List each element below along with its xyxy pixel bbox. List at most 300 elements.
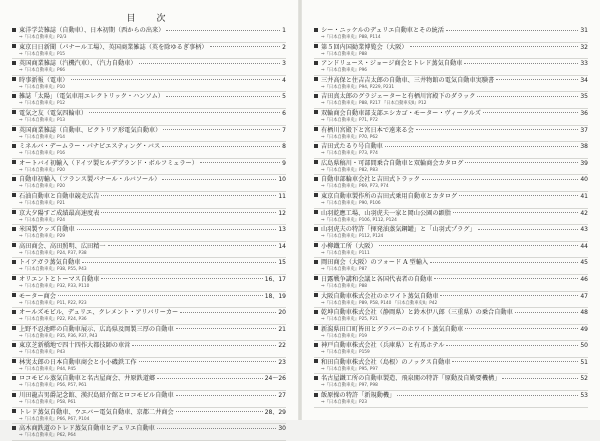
toc-entry-reference: ⇒『日本自動車史』P11, P22, P23 xyxy=(19,300,87,306)
square-bullet-icon xyxy=(314,243,318,247)
square-bullet-icon xyxy=(314,310,318,314)
toc-entry-row xyxy=(314,341,588,350)
toc-entry[interactable] xyxy=(12,192,286,209)
toc-entry-label: 自動車部輪車会社と吉田式トラック xyxy=(321,176,420,184)
toc-entry-row xyxy=(12,109,286,118)
dot-leader xyxy=(446,345,578,346)
toc-entry-reference: ⇒『日本自動車史』P90, P106 xyxy=(321,200,381,206)
toc-entry-label: 双輪商会自動車部支部エシカゴ・モーター・ヴィークルズ xyxy=(321,109,481,117)
toc-entry-page: 1 xyxy=(282,27,286,34)
dot-leader xyxy=(166,30,280,31)
toc-entry[interactable] xyxy=(12,43,286,60)
toc-entry-page: 10 xyxy=(278,176,286,184)
toc-entry-reference: ⇒『日本自動車史』P35, P36, P37, P43 xyxy=(19,333,98,339)
toc-entry-label: 林実太郎の日本自動車商会と小小磯鉄工作 xyxy=(19,358,137,366)
toc-entry-label: トイアガラ蒸気自動車 xyxy=(19,259,81,267)
toc-entry-row xyxy=(12,175,286,184)
toc-entry-label: 東京自動車製作所の吉田式乗用自動車とカタログ xyxy=(321,192,458,200)
square-bullet-icon xyxy=(12,310,16,314)
dot-leader xyxy=(101,278,262,279)
toc-entry-page: 16、17 xyxy=(264,275,286,283)
toc-entry[interactable] xyxy=(314,26,588,43)
toc-entry-page: 38 xyxy=(580,143,588,151)
dot-leader xyxy=(71,79,281,80)
toc-entry[interactable] xyxy=(12,59,286,76)
toc-entry[interactable] xyxy=(314,209,588,226)
toc-entry-row xyxy=(314,175,588,184)
square-bullet-icon xyxy=(12,77,16,81)
toc-entry-row xyxy=(12,242,286,251)
toc-entry-label: 雑誌「太陽」（電気車用エレクトリック・ハンソム） xyxy=(19,93,164,101)
toc-entry[interactable] xyxy=(12,76,286,93)
toc-entry[interactable] xyxy=(314,192,588,209)
toc-entry-reference: ⇒『日本自動車史』P13 xyxy=(19,117,66,123)
toc-entry-reference: ⇒『日本自動車史』P2/3 xyxy=(19,35,67,40)
toc-entry-reference: ⇒『日本自動車史』P29 xyxy=(19,234,66,240)
toc-entry-row xyxy=(12,126,286,135)
toc-entry-reference: ⇒『日本自動車史』P94, P229, P231 xyxy=(321,84,395,90)
toc-entry-label: 小柳鐡工所（大阪） xyxy=(321,242,377,250)
toc-entry-label: シー・ニッケルのデュリエ自動車とその統活 xyxy=(321,27,444,34)
dot-leader xyxy=(430,262,578,263)
toc-entry-row xyxy=(314,142,588,151)
square-bullet-icon xyxy=(314,160,318,164)
dot-leader xyxy=(385,146,578,147)
square-bullet-icon xyxy=(314,28,318,32)
dot-leader xyxy=(478,229,579,230)
square-bullet-icon xyxy=(12,94,16,98)
toc-entry-label: 吉田式たるり号自動車 xyxy=(321,143,383,151)
toc-entry[interactable] xyxy=(314,109,588,126)
toc-entry-label: 有栖川宮殿下と宮日本で遠来る会 xyxy=(321,126,414,134)
toc-entry-reference: ⇒『日本自動車史』P88, P217 『日本自動車史Ⅱ』P12 xyxy=(321,101,427,107)
square-bullet-icon xyxy=(12,28,16,32)
toc-entry-row xyxy=(12,192,286,201)
toc-entry-label: 時事新報（電車） xyxy=(19,76,69,84)
square-bullet-icon xyxy=(314,393,318,397)
dot-leader xyxy=(77,229,277,230)
toc-entry-label: 山羽乾應工場、山羽虎夫一家と岡山公園の顕脂 xyxy=(321,209,451,217)
toc-entry[interactable] xyxy=(314,142,588,159)
dot-leader xyxy=(496,79,578,80)
toc-entry[interactable] xyxy=(314,275,588,292)
toc-entry-reference: ⇒『日本自動車史』P69, P73, P74 xyxy=(321,184,389,190)
toc-entry-page: 3 xyxy=(282,60,286,68)
dot-leader xyxy=(89,112,280,113)
toc-entry-page: 43 xyxy=(580,226,588,234)
toc-entry[interactable] xyxy=(314,92,588,109)
square-bullet-icon xyxy=(12,44,16,48)
square-bullet-icon xyxy=(12,110,16,114)
toc-entry-reference: ⇒『日本自動車史』P89, P58, P140 『日本自動車史Ⅱ』P42 xyxy=(321,300,438,306)
toc-entry-reference: ⇒『日本自動車史』P73, P74 xyxy=(321,151,378,157)
toc-entry-label: 上野不忍池畔の自動車展示、広島県及岡製三厚の自動車 xyxy=(19,325,174,333)
square-bullet-icon xyxy=(314,343,318,347)
toc-entry-row xyxy=(12,225,286,234)
square-bullet-icon xyxy=(314,376,318,380)
toc-entry-reference: ⇒『日本自動車史』P56, P57, P61 xyxy=(19,383,87,389)
toc-entry-label: オートバイ初輸入（ドイツ製ヒルデブランド・ボルフミュラー） xyxy=(19,159,198,167)
square-bullet-icon xyxy=(12,293,16,297)
dot-leader xyxy=(162,179,276,180)
dot-leader xyxy=(101,212,276,213)
toc-entry-label: 大阪自動車株式会社のホワイト蒸気自動車 xyxy=(321,292,439,300)
toc-entry-row xyxy=(314,26,588,35)
dot-leader xyxy=(416,129,579,130)
toc-entry-label: 電気之友（電気四輪車） xyxy=(19,109,88,117)
square-bullet-icon xyxy=(314,260,318,264)
toc-entry-reference: ⇒『日本自動車史』P25, P21 xyxy=(321,317,378,323)
toc-entry[interactable] xyxy=(12,374,286,391)
square-bullet-icon xyxy=(12,260,16,264)
toc-entry-reference: ⇒『日本自動車史』P22, P24, P36 xyxy=(19,317,87,323)
square-bullet-icon xyxy=(314,61,318,65)
toc-entry-label: 東洋学芸雑誌（自動車）、日本初期（西からの出来） xyxy=(19,27,165,34)
dot-leader xyxy=(434,278,578,279)
toc-entry-reference: ⇒『日本自動車史』P62, P64 xyxy=(19,433,76,439)
toc-entry-reference: ⇒『日本自動車史』P15 xyxy=(19,51,66,57)
toc-entry-row xyxy=(314,192,588,201)
toc-entry-reference: ⇒『日本自動車史』P20 xyxy=(19,184,66,190)
toc-entry-label: アンドリュース・ジョージ商会とトレド蒸気自動車 xyxy=(321,60,463,68)
toc-entry[interactable] xyxy=(314,258,588,275)
toc-entry-label: 石油自動車と自動車競走広告 xyxy=(19,192,100,200)
square-bullet-icon xyxy=(314,110,318,114)
toc-entry-label: 京大夕陽すご成績最高速度表 xyxy=(19,209,100,217)
toc-entry-page: 11 xyxy=(278,192,286,200)
toc-entry[interactable] xyxy=(314,126,588,143)
toc-entry-row xyxy=(314,391,588,400)
toc-entry-page: 24〜26 xyxy=(264,375,286,383)
toc-entry-page: 15 xyxy=(278,259,286,267)
toc-entry[interactable] xyxy=(12,275,286,292)
toc-entry-reference: ⇒『日本自動車史』P58, P61 xyxy=(19,400,76,406)
square-bullet-icon xyxy=(12,343,16,347)
toc-entry[interactable] xyxy=(12,126,286,143)
toc-entry-page: 52 xyxy=(580,375,588,383)
dot-leader xyxy=(452,361,578,362)
square-bullet-icon xyxy=(12,409,16,413)
toc-entry-label: 高田商会、高田照明、広田精一 xyxy=(19,242,106,250)
toc-entry-label: モーター商会 xyxy=(19,292,56,300)
toc-entry[interactable] xyxy=(314,225,588,242)
toc-entry[interactable] xyxy=(12,258,286,275)
dot-leader xyxy=(459,195,578,196)
toc-entry[interactable] xyxy=(12,408,286,425)
toc-entry-reference: ⇒『日本自動車史』P38, P55, P43 xyxy=(19,267,87,273)
toc-entry-page: 49 xyxy=(580,325,588,333)
toc-entry-reference: ⇒『日本自動車史』P112, P124 xyxy=(321,234,384,240)
square-bullet-icon xyxy=(12,127,16,131)
toc-entry-label: 自動車初輸入（フランス製パナール・ルバソール） xyxy=(19,176,161,184)
toc-entry-page: 7 xyxy=(282,126,286,134)
dot-leader xyxy=(82,262,276,263)
toc-entry[interactable] xyxy=(314,76,588,93)
toc-entry-reference: ⇒『日本自動車史』P88 xyxy=(321,283,368,289)
page-title: 目 次 xyxy=(126,14,172,24)
dot-leader xyxy=(515,312,579,313)
toc-entry-page: 31 xyxy=(580,27,588,34)
toc-entry[interactable] xyxy=(12,424,286,441)
toc-entry-reference: ⇒『日本自動車史』P111 xyxy=(321,250,370,256)
toc-entry-page: 2 xyxy=(282,43,286,51)
toc-entry-page: 51 xyxy=(580,358,588,366)
dot-leader xyxy=(483,112,578,113)
square-bullet-icon xyxy=(314,44,318,48)
toc-entry-page: 23 xyxy=(278,358,286,366)
dot-leader xyxy=(180,312,276,313)
toc-entry-page: 39 xyxy=(580,159,588,167)
toc-entry-reference: ⇒『日本自動車史』P87 xyxy=(321,267,368,273)
toc-list-left xyxy=(12,26,286,441)
toc-entry-row xyxy=(12,358,286,367)
square-bullet-icon xyxy=(314,94,318,98)
toc-entry-reference: ⇒『日本自動車史』P19 xyxy=(321,333,368,339)
toc-entry-reference: ⇒『日本自動車史』P44, P45 xyxy=(19,366,76,372)
toc-entry-row xyxy=(12,275,286,284)
dot-leader xyxy=(397,395,578,396)
square-bullet-icon xyxy=(314,210,318,214)
square-bullet-icon xyxy=(12,61,16,65)
toc-entry-label: 和田自動車株式会社（島根）のノックス自動車 xyxy=(321,358,451,366)
square-bullet-icon xyxy=(314,144,318,148)
square-bullet-icon xyxy=(12,376,16,380)
toc-entry[interactable] xyxy=(314,358,588,375)
toc-entry-row xyxy=(314,126,588,135)
toc-entry[interactable] xyxy=(314,175,588,192)
toc-entry-label: 新潟県田口町皆田とグラバーのホワイト蒸気自動車 xyxy=(321,325,464,333)
toc-entry[interactable] xyxy=(12,325,286,342)
square-bullet-icon xyxy=(314,177,318,181)
toc-entry-row xyxy=(314,43,588,52)
toc-entry-page: 45 xyxy=(580,259,588,267)
square-bullet-icon xyxy=(314,293,318,297)
dot-leader xyxy=(162,146,280,147)
toc-entry-page: 40 xyxy=(580,176,588,184)
dot-leader xyxy=(465,328,578,329)
square-bullet-icon xyxy=(12,426,16,430)
toc-entry-row xyxy=(12,258,286,267)
toc-entry-reference: ⇒『日本自動車史』P88, P114 xyxy=(321,35,381,40)
toc-entry-row xyxy=(12,142,286,151)
toc-entry-page: 32 xyxy=(580,43,588,51)
dot-leader xyxy=(139,63,281,64)
dot-leader xyxy=(502,378,578,379)
dot-leader xyxy=(422,179,578,180)
toc-entry-page: 48 xyxy=(580,309,588,317)
dot-leader xyxy=(440,295,578,296)
toc-entry[interactable] xyxy=(314,325,588,342)
toc-entry-reference: ⇒『日本自動車史』P20 xyxy=(19,167,66,173)
toc-entry[interactable] xyxy=(314,374,588,391)
square-bullet-icon xyxy=(314,77,318,81)
toc-entry-label: ロコモビル蒸気自動車と名古屋商会、井原鉄道郷 xyxy=(19,375,156,383)
toc-entry-row xyxy=(314,159,588,168)
toc-entry-label: ミネルバ・デームラー・パナビエスティング・バス xyxy=(19,143,161,151)
toc-entry-reference: ⇒『日本自動車史』P106, P112, P124 xyxy=(321,217,397,223)
toc-entry-reference: ⇒『日本自動車史』P95, P97 xyxy=(321,366,378,372)
toc-entry-reference: ⇒『日本自動車史』P23 xyxy=(321,400,368,406)
toc-entry-page: 50 xyxy=(580,342,588,350)
toc-entry-row xyxy=(12,424,286,433)
toc-entry[interactable] xyxy=(314,242,588,259)
toc-entry-reference: ⇒『日本自動車史』P88 xyxy=(321,51,368,57)
toc-entry[interactable] xyxy=(12,391,286,408)
dot-leader xyxy=(410,46,579,47)
toc-entry-page: 4 xyxy=(282,76,286,84)
toc-entry-row xyxy=(314,292,588,301)
toc-entry-page: 53 xyxy=(580,392,588,400)
toc-entry-page: 8 xyxy=(282,143,286,151)
toc-entry-row xyxy=(314,325,588,334)
toc-entry-row xyxy=(12,341,286,350)
toc-entry-page: 6 xyxy=(282,109,286,117)
toc-entry-page: 46 xyxy=(580,275,588,283)
toc-entry-row xyxy=(12,59,286,68)
toc-entry[interactable] xyxy=(12,159,286,176)
toc-entry[interactable] xyxy=(12,308,286,325)
toc-entry-reference: ⇒『日本自動車史』P10 xyxy=(19,84,66,90)
square-bullet-icon xyxy=(314,359,318,363)
toc-entry[interactable] xyxy=(12,341,286,358)
toc-entry-row xyxy=(12,325,286,334)
toc-list-right xyxy=(314,26,588,408)
square-bullet-icon xyxy=(12,276,16,280)
toc-entry-row xyxy=(314,308,588,317)
toc-entry-label: オールズモビル、デュリエ、クレメント・アリバリーカー xyxy=(19,309,179,317)
dot-leader xyxy=(176,328,277,329)
toc-entry-label: 高木商鉄道のトレド蒸気自動車とデュリエ自動車 xyxy=(19,425,155,433)
toc-entry[interactable] xyxy=(314,341,588,358)
toc-entry-page: 18、19 xyxy=(264,292,286,300)
dot-leader xyxy=(465,162,578,163)
toc-entry[interactable] xyxy=(314,159,588,176)
toc-entry-page: 44 xyxy=(580,242,588,250)
dot-leader xyxy=(166,96,280,97)
toc-entry[interactable] xyxy=(314,391,588,408)
left-page xyxy=(0,0,298,439)
toc-entry[interactable] xyxy=(12,109,286,126)
toc-entry-reference: ⇒『日本自動車史』P70, P62 xyxy=(321,134,378,140)
toc-entry-page: 35 xyxy=(580,93,588,101)
toc-entry-reference: ⇒『日本自動車史』P14 xyxy=(19,134,66,140)
toc-entry-reference: ⇒『日本自動車史』P97, P98 xyxy=(321,383,378,389)
toc-entry-row xyxy=(12,209,286,218)
toc-entry-label: 英国商業雑誌（汽機汽車）、（汽力自動車） xyxy=(19,60,137,68)
square-bullet-icon xyxy=(12,177,16,181)
toc-entry-reference: ⇒『日本自動車史』P32, P33, P110 xyxy=(19,283,90,289)
toc-entry[interactable] xyxy=(12,142,286,159)
toc-entry-row xyxy=(314,109,588,118)
square-bullet-icon xyxy=(12,243,16,247)
toc-entry-label: 飯原操の特許「新規動機」 xyxy=(321,392,396,400)
toc-entry-page: 9 xyxy=(282,159,286,167)
toc-entry[interactable] xyxy=(12,209,286,226)
toc-entry[interactable] xyxy=(12,26,286,43)
toc-entry[interactable] xyxy=(12,358,286,375)
toc-entry-reference: ⇒『日本自動車史』P71, P72 xyxy=(321,117,378,123)
toc-entry-reference: ⇒『日本自動車史』P21 xyxy=(19,200,66,206)
toc-entry-label: 英国商業雑誌（自動車、ビクトリア形電気自動車） xyxy=(19,126,162,134)
right-page xyxy=(302,0,600,420)
toc-entry-row xyxy=(12,308,286,317)
toc-entry-page: 12 xyxy=(278,209,286,217)
toc-entry-label: オリエントとトーマス自動車 xyxy=(19,275,100,283)
square-bullet-icon xyxy=(12,210,16,214)
toc-entry[interactable] xyxy=(12,175,286,192)
toc-entry-reference: ⇒『日本自動車史』P16 xyxy=(19,151,66,157)
toc-entry[interactable] xyxy=(12,92,286,109)
dot-leader xyxy=(176,411,263,412)
toc-entry-reference: ⇒『日本自動車史』P159 xyxy=(321,350,370,356)
dot-leader xyxy=(379,245,579,246)
toc-entry-page: 36 xyxy=(580,109,588,117)
toc-entry-page: 33 xyxy=(580,60,588,68)
toc-entry-row xyxy=(12,26,286,35)
toc-entry-label: 東京日日新聞（パナール工場）、英国商業雑誌（英を除ゆるぎ事柄） xyxy=(19,43,208,51)
dot-leader xyxy=(157,428,277,429)
toc-entry-row xyxy=(314,225,588,234)
dot-leader xyxy=(453,212,578,213)
dot-leader xyxy=(132,345,276,346)
square-bullet-icon xyxy=(12,326,16,330)
dot-leader xyxy=(101,195,276,196)
toc-entry-row xyxy=(12,408,286,417)
dot-leader xyxy=(210,46,281,47)
toc-entry[interactable] xyxy=(12,242,286,259)
toc-entry-page: 27 xyxy=(278,392,286,400)
dot-leader xyxy=(446,30,578,31)
dot-leader xyxy=(464,63,578,64)
toc-entry-page: 41 xyxy=(580,192,588,200)
square-bullet-icon xyxy=(314,193,318,197)
toc-entry-row xyxy=(314,358,588,367)
dot-leader xyxy=(58,295,263,296)
toc-entry-page: 37 xyxy=(580,126,588,134)
toc-entry-page: 22 xyxy=(278,342,286,350)
toc-entry[interactable] xyxy=(314,292,588,309)
toc-entry-page: 47 xyxy=(580,292,588,300)
toc-entry-label: 東京芝新橋地で四十四作大都技師の車営 xyxy=(19,342,131,350)
toc-entry-label: 神戸自動車株式会社（兵庫県）と有馬ホテル xyxy=(321,342,445,350)
toc-entry-page: 42 xyxy=(580,209,588,217)
toc-entry-label: 広島県稿川・可部間乗合自動車と双輪商会カタログ xyxy=(321,159,464,167)
toc-entry-reference: ⇒『日本自動車史』P43 xyxy=(19,350,66,356)
toc-entry-reference: ⇒『日本自動車史』P24 xyxy=(19,217,66,223)
toc-entry[interactable] xyxy=(12,292,286,309)
dot-leader xyxy=(200,162,280,163)
square-bullet-icon xyxy=(12,193,16,197)
square-bullet-icon xyxy=(314,326,318,330)
dot-leader xyxy=(157,378,263,379)
dot-leader xyxy=(176,395,277,396)
toc-entry-row xyxy=(12,43,286,52)
toc-entry[interactable] xyxy=(12,225,286,242)
toc-entry[interactable] xyxy=(314,59,588,76)
toc-entry-row xyxy=(12,391,286,400)
toc-entry-label: 川田龍吉男爵記念館、漢沢島紹介館とロコモビル自動車 xyxy=(19,392,174,400)
square-bullet-icon xyxy=(314,227,318,231)
toc-entry[interactable] xyxy=(314,43,588,60)
toc-entry-row xyxy=(314,242,588,251)
toc-entry-page: 5 xyxy=(282,93,286,101)
toc-entry-row xyxy=(12,76,286,85)
toc-entry-row xyxy=(314,209,588,218)
toc-entry-label: 第５回内国勧業博覧会（大阪） xyxy=(321,43,408,51)
toc-entry[interactable] xyxy=(314,308,588,325)
toc-entry-page: 30 xyxy=(278,425,286,433)
square-bullet-icon xyxy=(314,276,318,280)
